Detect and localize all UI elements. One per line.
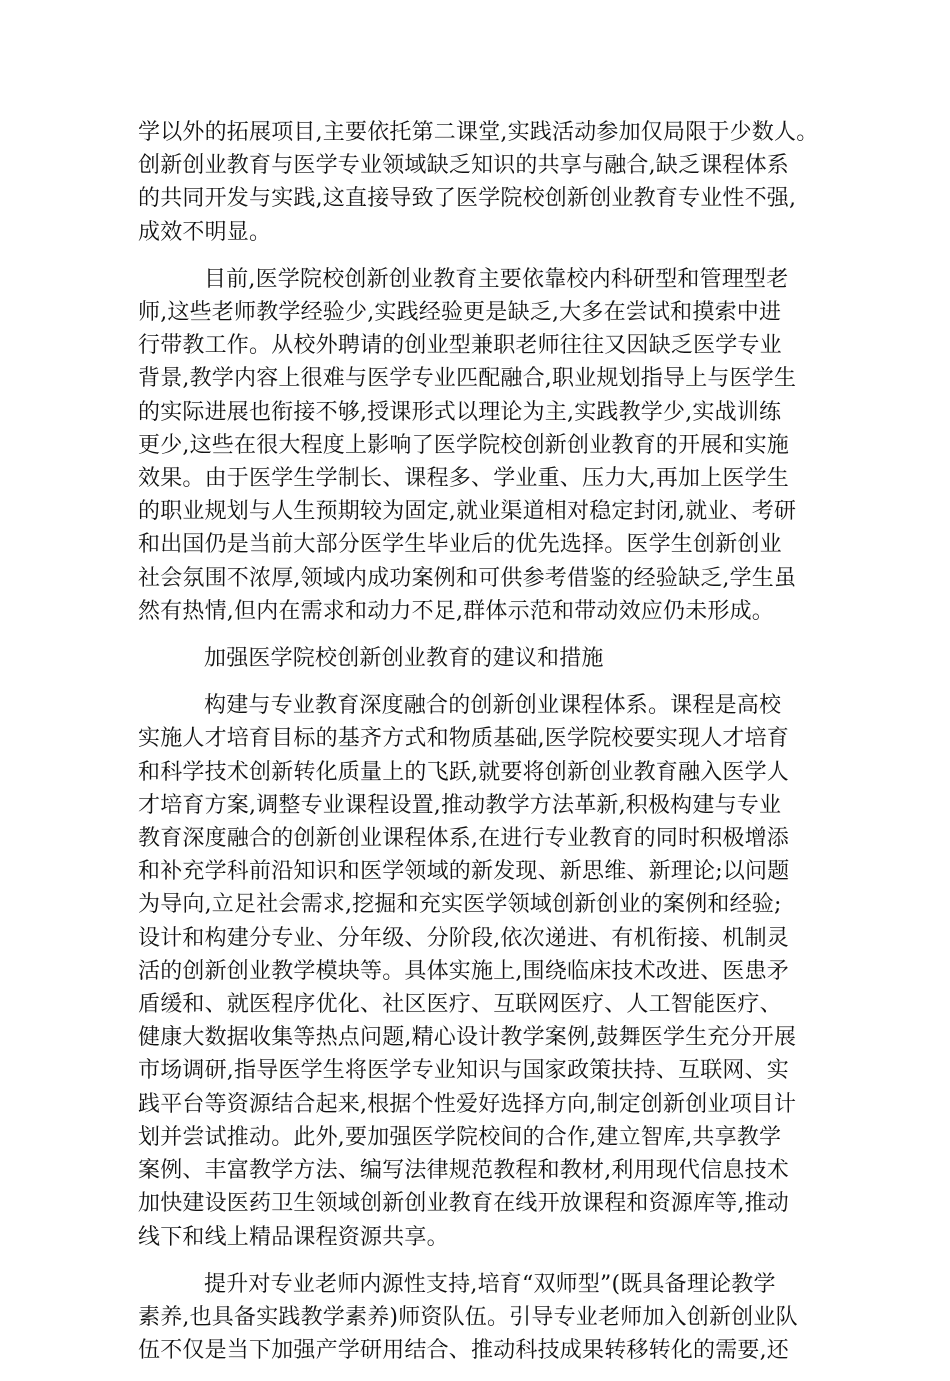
text-line: 教育深度融合的创新创业课程体系,在进行专业教育的同时积极增添	[138, 826, 789, 852]
text-line: 实施人才培育目标的基齐方式和物质基础,医学院校要实现人才培育	[138, 726, 789, 752]
text-line: 学以外的拓展项目,主要依托第二课堂,实践活动参加仅局限于少数人。	[138, 120, 819, 145]
text-line: 然有热情,但内在需求和动力不足,群体示范和带动效应仍未形成。	[138, 598, 774, 624]
text-line: 线下和线上精品课程资源共享。	[138, 1224, 449, 1250]
text-line: 活的创新创业教学模块等。具体实施上,围绕临床技术改进、医患矛	[138, 958, 789, 984]
text-line: 践平台等资源结合起来,根据个性爱好选择方向,制定创新创业项目计	[138, 1091, 797, 1117]
text-line: 更少,这些在很大程度上影响了医学院校创新创业教育的开展和实施	[138, 432, 789, 458]
text-line: 和科学技术创新转化质量上的飞跃,就要将创新创业教育融入医学人	[138, 759, 789, 785]
text-line: 的实际进展也衔接不够,授课形式以理论为主,实践教学少,实战训练	[138, 399, 782, 425]
text-line: 素养,也具备实践教学素养)师资队伍。引导专业老师加入创新创业队	[138, 1304, 798, 1330]
text-line: 成效不明显。	[138, 219, 272, 245]
text-line: 才培育方案,调整专业课程设置,推动教学方法革新,积极构建与专业	[138, 792, 782, 818]
text-line: 和补充学科前沿知识和医学领域的新发现、新思维、新理论;以问题	[138, 859, 790, 885]
text-line: 案例、丰富教学方法、编写法律规范教程和教材,利用现代信息技术	[138, 1158, 789, 1184]
text-line: 目前,医学院校创新创业教育主要依靠校内科研型和管理型老	[204, 266, 789, 292]
paragraph-faculty-status	[138, 263, 814, 628]
text-line: 效果。由于医学生学制长、课程多、学业重、压力大,再加上医学生	[138, 466, 789, 492]
text-line: 创新创业教育与医学专业领域缺乏知识的共享与融合,缺乏课程体系	[138, 153, 789, 179]
text-line: 为导向,立足社会需求,挖掘和充实医学领域创新创业的案例和经验;	[138, 892, 782, 918]
text-line: 加快建设医药卫生领域创新创业教育在线开放课程和资源库等,推动	[138, 1191, 789, 1217]
text-line: 背景,教学内容上很难与医学专业匹配融合,职业规划指导上与医学生	[138, 366, 797, 392]
text-line: 健康大数据收集等热点问题,精心设计教学案例,鼓舞医学生充分开展	[138, 1025, 797, 1051]
text-line: 社会氛围不浓厚,领域内成功案例和可供参考借鉴的经验缺乏,学生虽	[138, 565, 797, 591]
document-body	[138, 116, 819, 1381]
paragraph-dual-teachers	[138, 1268, 814, 1368]
text-line: 划并尝试推动。此外,要加强医学院校间的合作,建立智库,共享教学	[138, 1124, 782, 1150]
section-heading	[138, 642, 814, 675]
text-line: 构建与专业教育深度融合的创新创业课程体系。课程是高校	[204, 693, 782, 719]
text-line: 师,这些老师教学经验少,实践经验更是缺乏,大多在尝试和摸索中进	[138, 300, 782, 326]
text-line: 行带教工作。从校外聘请的创业型兼职老师往往又因缺乏医学专业	[138, 333, 782, 359]
section-heading-text: 加强医学院校创新创业教育的建议和措施	[204, 646, 604, 672]
paragraph-continuation	[138, 116, 819, 249]
text-line: 提升对专业老师内源性支持,培育“双师型”(既具备理论教学	[204, 1271, 776, 1297]
text-line: 市场调研,指导医学生将医学专业知识与国家政策扶持、互联网、实	[138, 1058, 789, 1084]
text-line: 的共同开发与实践,这直接导致了医学院校创新创业教育专业性不强,	[138, 186, 797, 212]
text-line: 和出国仍是当前大部分医学生毕业后的优先选择。医学生创新创业	[138, 532, 782, 558]
text-line: 伍不仅是当下加强产学研用结合、推动科技成果转移转化的需要,还	[138, 1338, 789, 1364]
paragraph-curriculum	[138, 689, 814, 1253]
text-line: 设计和构建分专业、分年级、分阶段,依次递进、有机衔接、机制灵	[138, 925, 789, 951]
text-line: 的职业规划与人生预期较为固定,就业渠道相对稳定封闭,就业、考研	[138, 499, 797, 525]
text-line: 盾缓和、就医程序优化、社区医疗、互联网医疗、人工智能医疗、	[138, 992, 782, 1018]
